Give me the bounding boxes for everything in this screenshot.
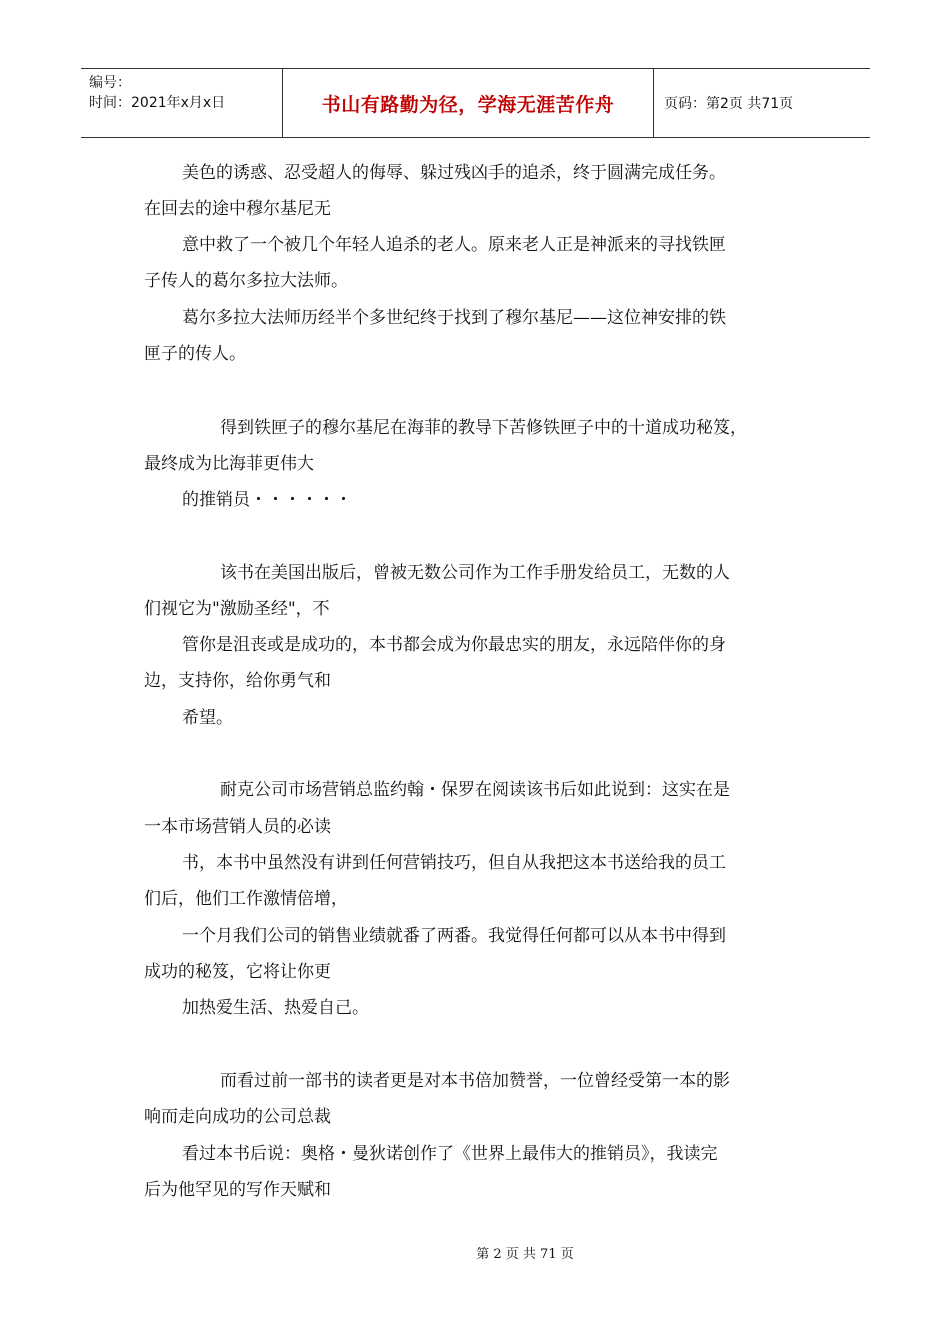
body-line: 葛尔多拉大法师历经半个多世纪终于找到了穆尔基尼——这位神安排的铁 (182, 308, 726, 328)
body-line: 后为他罕见的写作天赋和 (144, 1180, 331, 1200)
body-line: 响而走向成功的公司总裁 (144, 1107, 331, 1127)
body-line: 管你是沮丧或是成功的，本书都会成为你最忠实的朋友，永远陪伴你的身 (182, 635, 726, 655)
document-time-label: 时间：2021年x月x日 (89, 95, 226, 111)
body-line: 最终成为比海菲更伟大 (144, 454, 314, 474)
body-line: 加热爱生活、热爱自己。 (182, 998, 369, 1018)
body-line: 们视它为"激励圣经"，不 (144, 599, 330, 619)
body-line: 一本市场营销人员的必读 (144, 817, 331, 837)
header-page-info: 页码：第2页 共71页 (664, 96, 794, 112)
body-line: 意中救了一个被几个年轻人追杀的老人。原来老人正是神派来的寻找铁匣 (182, 235, 726, 255)
header-page-cell (654, 69, 870, 137)
body-line: 一个月我们公司的销售业绩就番了两番。我觉得任何都可以从本书中得到 (182, 926, 726, 946)
body-line: 成功的秘笈，它将让你更 (144, 962, 331, 982)
body-line: 在回去的途中穆尔基尼无 (144, 199, 331, 219)
body-line: 而看过前一部书的读者更是对本书倍加赞誉，一位曾经受第一本的影 (220, 1071, 730, 1091)
body-line: 子传人的葛尔多拉大法师。 (144, 271, 348, 291)
header-motto: 书山有路勤为径，学海无涯苦作舟 (321, 93, 615, 116)
header-motto-cell (283, 69, 654, 137)
body-line: 看过本书后说：奥格・曼狄诺创作了《世界上最伟大的推销员》，我读完 (182, 1144, 718, 1164)
body-line: 边，支持你，给你勇气和 (144, 671, 331, 691)
body-line: 希望。 (182, 708, 233, 728)
header-meta-cell (81, 69, 283, 137)
body-line: 该书在美国出版后，曾被无数公司作为工作手册发给员工，无数的人 (220, 563, 730, 583)
body-line: 得到铁匣子的穆尔基尼在海菲的教导下苦修铁匣子中的十道成功秘笈， (220, 418, 747, 438)
body-line: 的推销员・・・・・・ (182, 490, 352, 510)
document-number-label: 编号： (89, 75, 131, 91)
body-line: 耐克公司市场营销总监约翰・保罗在阅读该书后如此说到：这实在是 (220, 780, 730, 800)
footer-page-number: 第 2 页 共 71 页 (476, 1247, 574, 1262)
body-line: 匣子的传人。 (144, 344, 246, 364)
body-line: 书，本书中虽然没有讲到任何营销技巧，但自从我把这本书送给我的员工 (182, 853, 726, 873)
body-line: 们后，他们工作激情倍增， (144, 889, 348, 909)
page-footer (0, 1243, 950, 1262)
body-line: 美色的诱惑、忍受超人的侮辱、躲过残凶手的追杀，终于圆满完成任务。 (182, 163, 726, 183)
page-header (81, 68, 870, 138)
